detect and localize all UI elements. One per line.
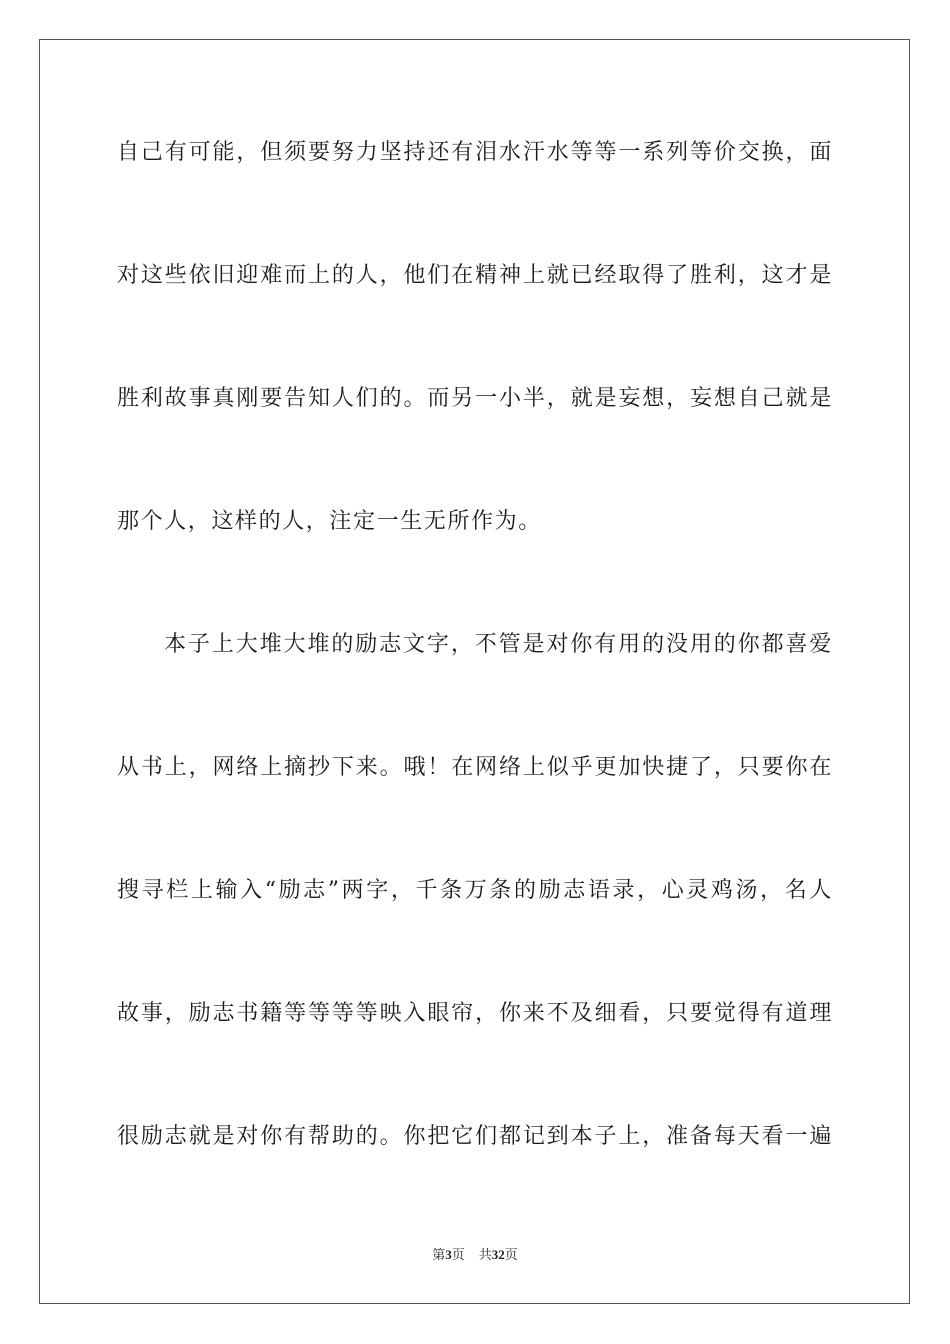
body-line-2: 对这些依旧迎难而上的人，他们在精神上就已经取得了胜利，这才是 <box>117 263 833 288</box>
page-footer <box>0 1246 950 1264</box>
body-line-1: 自己有可能，但须要努力坚持还有泪水汗水等等一系列等价交换，面 <box>117 140 833 165</box>
footer-page-suffix: 页 <box>451 1247 465 1262</box>
body-line-6: 从书上，网络上摘抄下来。哦！在网络上似乎更加快捷了，只要你在 <box>117 755 833 780</box>
body-line-4: 那个人，这样的人，注定一生无所作为。 <box>117 509 542 534</box>
body-line-5: 本子上大堆大堆的励志文字，不管是对你有用的没用的你都喜爱 <box>164 632 833 657</box>
footer-total-pages: 32 <box>491 1247 505 1262</box>
body-line-3: 胜利故事真刚要告知人们的。而另一小半，就是妄想，妄想自己就是 <box>117 386 833 411</box>
page-border <box>39 39 910 1304</box>
body-line-8: 故事，励志书籍等等等等映入眼帘，你来不及细看，只要觉得有道理 <box>117 1001 833 1026</box>
footer-page-number: 3 <box>445 1247 452 1262</box>
body-line-9: 很励志就是对你有帮助的。你把它们都记到本子上，准备每天看一遍 <box>117 1124 833 1149</box>
footer-total-prefix: 共 <box>478 1247 492 1262</box>
footer-page-prefix: 第 <box>432 1247 446 1262</box>
footer-total-suffix: 页 <box>504 1247 518 1262</box>
body-line-7: 搜寻栏上输入“励志”两字，千条万条的励志语录，心灵鸡汤，名人 <box>117 878 833 903</box>
